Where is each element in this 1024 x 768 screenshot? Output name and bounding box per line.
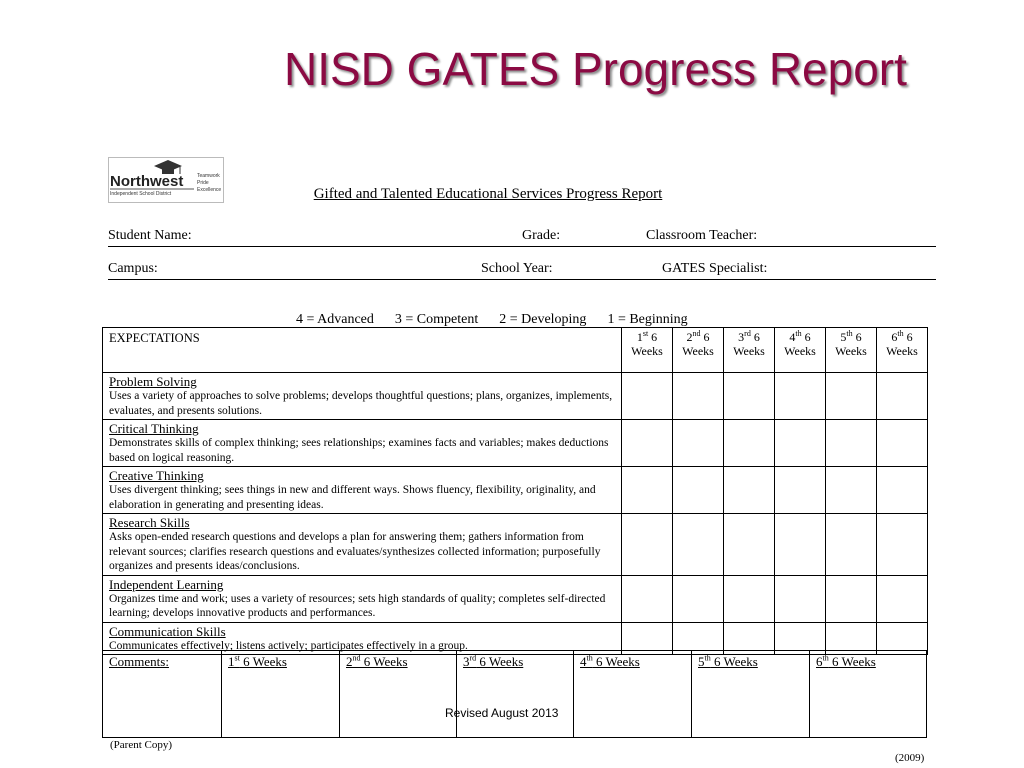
grade-label: Grade: — [522, 228, 561, 243]
rating-cell[interactable] — [673, 467, 724, 514]
expectations-table — [102, 327, 928, 655]
rating-cell[interactable] — [622, 373, 673, 420]
comment-cell-week-1[interactable]: 1st 6 Weeks — [221, 651, 339, 737]
rating-cell[interactable] — [724, 373, 775, 420]
revised-note: Revised August 2013 — [445, 706, 559, 720]
campus-label: Campus: — [108, 261, 158, 276]
rating-cell[interactable] — [877, 514, 928, 576]
rating-cell[interactable] — [724, 467, 775, 514]
comments-label-cell — [103, 651, 221, 737]
rating-cell[interactable] — [826, 575, 877, 622]
rating-cell[interactable] — [775, 373, 826, 420]
comment-cell-week-4[interactable]: 4th 6 Weeks — [573, 651, 691, 737]
logo-subtitle: Independent School District — [110, 191, 172, 197]
comment-cell-week-6[interactable]: 6th 6 Weeks — [809, 651, 926, 737]
expectation-name: Independent Learning — [109, 576, 224, 592]
comment-cell-week-2[interactable]: 2nd 6 Weeks — [339, 651, 456, 737]
rating-cell[interactable] — [622, 575, 673, 622]
rating-cell[interactable] — [877, 467, 928, 514]
expectations-header: EXPECTATIONS — [103, 328, 622, 373]
rating-cell[interactable] — [826, 514, 877, 576]
student-name-label: Student Name: — [108, 228, 192, 243]
rating-cell[interactable] — [673, 373, 724, 420]
rating-cell[interactable] — [622, 514, 673, 576]
logo-tagline-2: Pride — [197, 180, 209, 186]
rating-cell[interactable] — [826, 420, 877, 467]
scale-competent: 3 = Competent — [394, 312, 479, 327]
rating-cell[interactable] — [826, 373, 877, 420]
expectation-description: Uses a variety of approaches to solve problems; develops thoughtful questions; plans, organizes, implements, evaluates, and presents solutions. — [109, 390, 613, 417]
expectation-description: Asks open-ended research questions and develops a plan for answering them; gathers information from relevant sources; clarifies research questions and evaluates/synthesizes collected information; purposefully organizes and presents ideas/conclusions. — [109, 531, 601, 572]
rating-cell[interactable] — [673, 514, 724, 576]
comments-label: Comments: — [109, 654, 169, 669]
week-header-5: 5th 6 Weeks — [826, 328, 877, 373]
table-row — [103, 373, 928, 420]
expectation-cell — [103, 575, 622, 622]
expectation-description: Demonstrates skills of complex thinking; sees relationships; examines facts and variables; makes deductions based on logical reasoning. — [109, 437, 609, 464]
table-row — [103, 514, 928, 576]
rating-cell[interactable] — [775, 514, 826, 576]
document-title: Gifted and Talented Educational Services Progress Report — [313, 186, 663, 202]
comments-section — [102, 650, 927, 738]
rating-cell[interactable] — [826, 467, 877, 514]
expectation-name: Communication Skills — [109, 623, 226, 639]
gates-specialist-label: GATES Specialist: — [662, 261, 768, 276]
week-header-2: 2nd 6 Weeks — [673, 328, 724, 373]
slide-title: NISD GATES Progress Report — [284, 43, 907, 95]
week-header-6: 6th 6 Weeks — [877, 328, 928, 373]
expectation-cell — [103, 514, 622, 576]
expectation-description: Organizes time and work; uses a variety of resources; sets high standards of quality; completes self-directed learning; develops innovative products and performances. — [109, 592, 606, 619]
rating-cell[interactable] — [622, 420, 673, 467]
expectation-description: Communicates effectively; listens actively; participates effectively in a group. — [109, 639, 468, 652]
rating-cell[interactable] — [877, 373, 928, 420]
expectation-name: Problem Solving — [109, 374, 197, 389]
table-header-row — [103, 328, 928, 373]
scale-developing: 2 = Developing — [499, 312, 587, 327]
rating-cell[interactable] — [724, 420, 775, 467]
rating-cell[interactable] — [775, 467, 826, 514]
table-row — [103, 420, 928, 467]
table-row — [103, 575, 928, 622]
rating-cell[interactable] — [724, 575, 775, 622]
week-header-3: 3rd 6 Weeks — [724, 328, 775, 373]
logo-tagline-3: Excellence — [197, 187, 222, 193]
campus-info-row — [108, 261, 936, 280]
scale-beginning: 1 = Beginning — [607, 312, 688, 327]
year-note: (2009) — [895, 752, 925, 764]
expectation-name: Critical Thinking — [109, 421, 199, 436]
expectation-cell — [103, 420, 622, 467]
expectation-name: Research Skills — [109, 515, 190, 530]
parent-copy-note: (Parent Copy) — [110, 739, 173, 751]
rating-cell[interactable] — [775, 575, 826, 622]
scale-advanced: 4 = Advanced — [296, 312, 374, 327]
rating-cell[interactable] — [877, 575, 928, 622]
rating-cell[interactable] — [673, 420, 724, 467]
rating-cell[interactable] — [724, 514, 775, 576]
rating-cell[interactable] — [673, 575, 724, 622]
expectation-cell — [103, 373, 622, 420]
student-info-row — [108, 228, 936, 247]
table-row — [103, 467, 928, 514]
expectation-description: Uses divergent thinking; sees things in new and different ways. Shows fluency, flexibility, originality, and elaboration in generating and presenting ideas. — [109, 484, 596, 511]
classroom-teacher-label: Classroom Teacher: — [646, 228, 758, 243]
rating-cell[interactable] — [622, 467, 673, 514]
comment-cell-week-3[interactable]: 3rd 6 Weeks — [456, 651, 573, 737]
logo-wordmark: Northwest — [110, 173, 184, 190]
week-header-1: 1st 6 Weeks — [622, 328, 673, 373]
comment-cell-week-5[interactable]: 5th 6 Weeks — [691, 651, 809, 737]
school-year-label: School Year: — [481, 261, 553, 276]
rating-cell[interactable] — [877, 420, 928, 467]
expectation-name: Creative Thinking — [109, 468, 204, 483]
logo-tagline-1: Teamwork — [197, 173, 220, 179]
rating-cell[interactable] — [775, 420, 826, 467]
week-header-4: 4th 6 Weeks — [775, 328, 826, 373]
expectation-cell — [103, 467, 622, 514]
rating-scale — [296, 312, 688, 328]
